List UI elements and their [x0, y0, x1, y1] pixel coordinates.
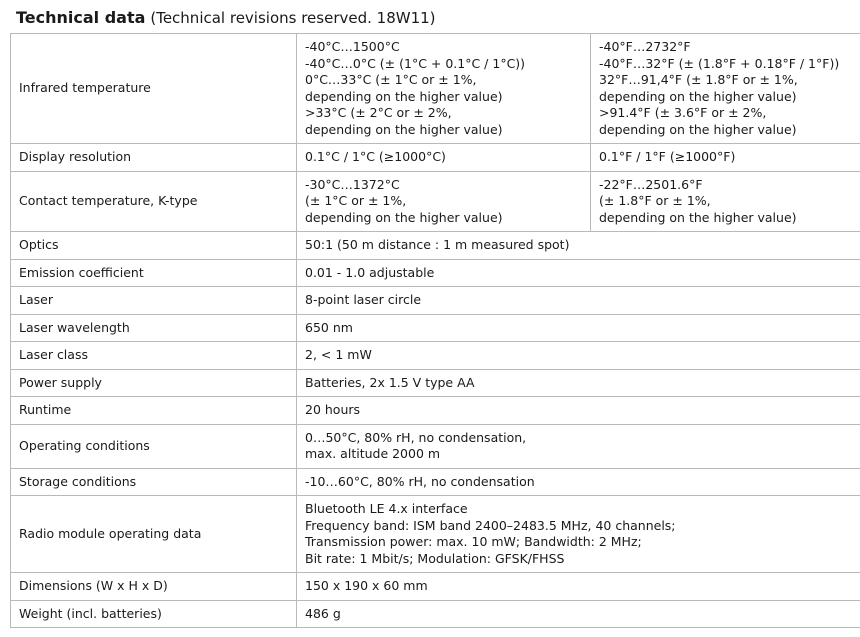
row-value-fahrenheit [591, 171, 860, 232]
cell-line: 20 hours [305, 402, 361, 417]
row-value [297, 600, 860, 628]
cell-line: depending on the higher value) [599, 88, 797, 104]
technical-data-table [10, 33, 860, 628]
row-label: Optics [11, 232, 297, 260]
row-value [297, 573, 860, 601]
cell-line: 8-point laser circle [305, 292, 422, 307]
row-label: Display resolution [11, 144, 297, 172]
table-row [11, 259, 860, 287]
page-title-sub: (Technical revisions reserved. 18W11) [150, 9, 436, 27]
row-value [297, 342, 860, 370]
cell-line: Batteries, 2x 1.5 V type AA [305, 374, 475, 390]
table-body [11, 34, 860, 628]
cell-line: -10…60°C, 80% rH, no condensation [305, 473, 535, 489]
table-row [11, 369, 860, 397]
row-value [297, 369, 860, 397]
row-value [297, 259, 860, 287]
row-value [297, 397, 860, 425]
cell-line: depending on the higher value) [599, 209, 797, 225]
cell-line: 486 g [305, 605, 341, 621]
cell-line: 650 nm [305, 319, 353, 335]
table-row [11, 600, 860, 628]
cell-line: -40°F…32°F (± (1.8°F + 0.18°F / 1°F)) [599, 55, 840, 71]
row-label: Laser [11, 287, 297, 315]
cell-line: max. altitude 2000 m [305, 446, 441, 461]
table-row [11, 287, 860, 315]
cell-line: 150 x 190 x 60 mm [305, 578, 428, 593]
row-label: Contact temperature, K-type [11, 171, 297, 232]
row-value [297, 468, 860, 496]
row-label: Emission coefficient [11, 259, 297, 287]
row-label: Radio module operating data [11, 496, 297, 573]
row-value-fahrenheit [591, 144, 860, 172]
page-title [16, 8, 850, 28]
table-row [11, 342, 860, 370]
row-value [297, 496, 860, 573]
cell-line: 0…50°C, 80% rH, no condensation, [305, 429, 527, 445]
table-row [11, 144, 860, 172]
row-value-celsius [297, 144, 591, 172]
cell-line: 50:1 (50 m distance : 1 m measured spot) [305, 237, 570, 252]
table-row [11, 397, 860, 425]
cell-line: -30°C…1372°C [305, 176, 400, 192]
table-row [11, 573, 860, 601]
cell-line: (± 1.8°F or ± 1%, [599, 193, 711, 208]
row-label: Dimensions (W x H x D) [11, 573, 297, 601]
cell-line: Frequency band: ISM band 2400–2483.5 MHz, 40 channels; [305, 517, 676, 533]
table-row [11, 424, 860, 468]
cell-line: depending on the higher value) [305, 209, 503, 225]
row-value [297, 287, 860, 315]
cell-line: >91.4°F (± 3.6°F or ± 2%, [599, 105, 767, 120]
row-label: Runtime [11, 397, 297, 425]
cell-line: -22°F…2501.6°F [599, 176, 703, 192]
table-row [11, 171, 860, 232]
row-label: Laser class [11, 342, 297, 370]
page-title-main: Technical data [16, 8, 146, 27]
cell-line: (± 1°C or ± 1%, [305, 193, 407, 208]
row-label: Laser wavelength [11, 314, 297, 342]
cell-line: 0.01 - 1.0 adjustable [305, 264, 435, 280]
cell-line: -40°F…2732°F [599, 39, 691, 54]
cell-line: depending on the higher value) [599, 121, 797, 137]
cell-line: depending on the higher value) [305, 88, 503, 104]
cell-line: 0.1°C / 1°C (≥1000°C) [305, 149, 446, 164]
table-row [11, 314, 860, 342]
row-label: Operating conditions [11, 424, 297, 468]
cell-line: Transmission power: max. 10 mW; Bandwidth: 2 MHz; [305, 534, 642, 549]
row-value-celsius [297, 171, 591, 232]
table-row [11, 34, 860, 144]
row-value [297, 424, 860, 468]
cell-line: 0°C…33°C (± 1°C or ± 1%, [305, 72, 477, 87]
table-row [11, 496, 860, 573]
cell-line: >33°C (± 2°C or ± 2%, [305, 105, 452, 120]
cell-line: 2, < 1 mW [305, 347, 372, 362]
cell-line: 32°F…91,4°F (± 1.8°F or ± 1%, [599, 72, 798, 87]
cell-line: Bluetooth LE 4.x interface [305, 501, 468, 516]
cell-line: Bit rate: 1 Mbit/s; Modulation: GFSK/FHSS [305, 550, 565, 566]
row-value [297, 232, 860, 260]
cell-line: depending on the higher value) [305, 121, 503, 137]
row-label: Infrared temperature [11, 34, 297, 144]
row-label: Weight (incl. batteries) [11, 600, 297, 628]
cell-line: 0.1°F / 1°F (≥1000°F) [599, 149, 736, 164]
row-label: Power supply [11, 369, 297, 397]
row-label: Storage conditions [11, 468, 297, 496]
row-value [297, 314, 860, 342]
table-row [11, 468, 860, 496]
row-value-fahrenheit [591, 34, 860, 144]
row-value-celsius [297, 34, 591, 144]
cell-line: -40°C…1500°C [305, 39, 400, 54]
cell-line: -40°C…0°C (± (1°C + 0.1°C / 1°C)) [305, 55, 526, 71]
table-row [11, 232, 860, 260]
